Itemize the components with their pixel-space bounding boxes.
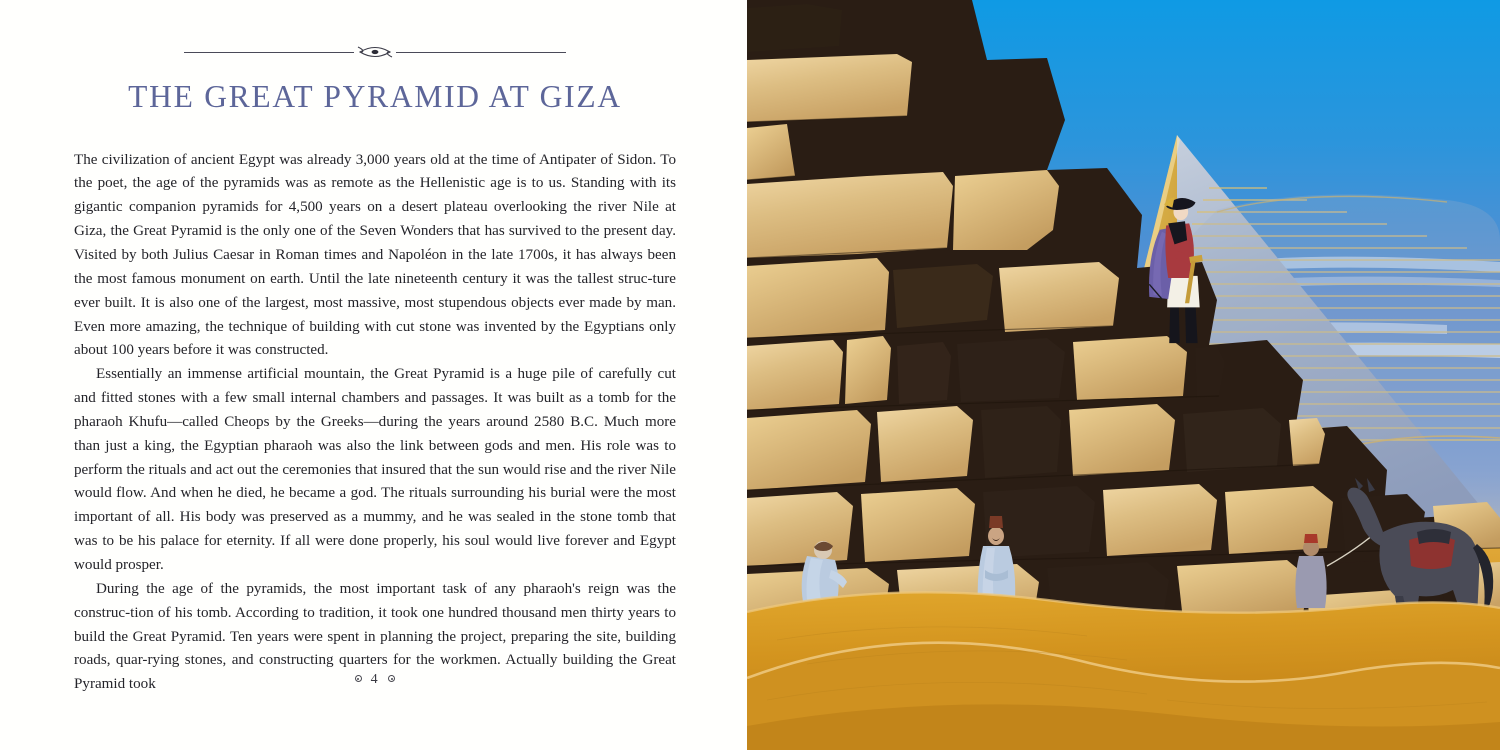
page-number: 4: [370, 672, 380, 687]
standing-figure-head: [988, 527, 1004, 545]
stone-course-2: [747, 170, 1059, 258]
page-content-column: [74, 40, 676, 697]
text-page: [0, 0, 747, 750]
body-paragraph: Essentially an immense artificial mountain, the Great Pyramid is a huge pile of carefully cut and fitted stones with a few small internal chambers and passages. It was built as a tomb for the pharaoh Khufu—called Cheops by the Greeks—during the years around 2580 B.C. Much more than just a king, the Egyptian pharaoh was also the link between gods and men. His role was to perform the rituals and act out the ceremonies that insured that the sun would rise and the river Nile would flow. And when he died, he became a god. The rituals surrounding his burial were the most important of all. His body was preserved as a mummy, and he was sealed in the stone tomb that was to be his palace for eternity. If all were done properly, his soul would live forever and Egypt would prosper.: [74, 366, 676, 573]
napoleon-breeches: [1167, 276, 1200, 308]
napoleon-boot-right: [1185, 303, 1198, 343]
body-copy: [74, 149, 676, 697]
eye-lens-ornament-icon: [354, 42, 396, 62]
standing-figure-fez: [989, 516, 1003, 528]
page-title: THE GREAT PYRAMID AT GIZA: [128, 79, 622, 114]
great-pyramid-illustration: [747, 0, 1500, 750]
header-ornament-rule: [184, 40, 566, 64]
page-folio: [74, 672, 676, 688]
circled-dot-ornament-icon: [388, 675, 395, 682]
horse-saddle: [1417, 529, 1451, 544]
body-paragraph: During the age of the pyramids, the most important task of any pharaoh's reign was the construc-tion of his tomb. According to tradition, it took one hundred thousand men thirty years to build the Great Pyramid. Ten years were spent in planning the project, preparing the site, building roads, quar-rying stones, and constructing quarters for the workmen. Actually building the Great Pyramid took: [74, 580, 676, 693]
body-paragraph: The civilization of ancient Egypt was already 3,000 years old at the time of Antipater of Sidon. To the poet, the age of the pyramids was as remote as the Hellenistic age is to us. Standing with its gigantic companion pyramids for 4,500 years on a desert plateau overlooking the river Nile at Giza, the Great Pyramid is the only one of the Seven Wonders that has survived to the present day. Visited by both Julius Caesar in Roman times and Napoléon in the late 1700s, it has always been the most famous monument on earth. Until the late nineteenth century it was the tallest struc-ture ever built. It is also one of the largest, most massive, most stupendous objects ever made by man. Even more amazing, the technique of building with cut stone was invented by the Egyptians only about 100 years before it was constructed.: [74, 151, 676, 359]
groom-fez: [1304, 534, 1318, 543]
circled-dot-ornament-icon: [355, 675, 362, 682]
napoleon-boot-left: [1169, 303, 1180, 343]
groom-robe: [1295, 556, 1326, 608]
illustration-page: [747, 0, 1500, 750]
rule-line-right: [396, 52, 566, 53]
rule-line-left: [184, 52, 354, 53]
